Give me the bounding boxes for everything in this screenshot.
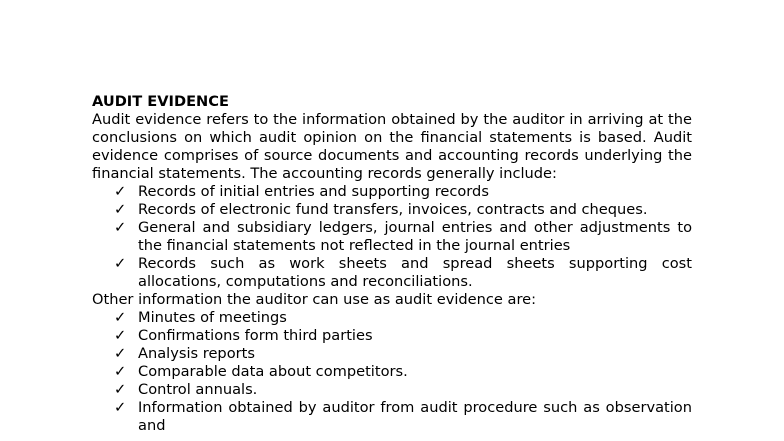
list-item: ✓ Records of electronic fund transfers, invoices, contracts and cheques. <box>114 201 648 218</box>
list-item: ✓ Control annuals. <box>114 381 258 398</box>
intro-paragraph: Audit evidence refers to the information obtained by the auditor in arriving at the conclusions on which audit opinion on the financial statements is based. Audit evidence comprises of source documents and accounting records underlying the financial statements. The accounting records generally include: <box>92 111 692 182</box>
checkmark-icon: ✓ <box>114 183 127 200</box>
checkmark-icon: ✓ <box>114 201 127 218</box>
checkmark-icon: ✓ <box>114 255 127 272</box>
other-info-paragraph: Other information the auditor can use as audit evidence are: <box>92 291 537 308</box>
list-item: ✓ Comparable data about competitors. <box>114 363 408 380</box>
document-content <box>92 93 692 435</box>
list-item: ✓ Records of initial entries and supporting records <box>114 183 489 200</box>
checkmark-icon: ✓ <box>114 363 127 380</box>
list-item: ✓ Confirmations form third parties <box>114 327 373 344</box>
list-item: ✓ Minutes of meetings <box>114 309 287 326</box>
checkmark-icon: ✓ <box>114 309 127 326</box>
checkmark-icon: ✓ <box>114 381 127 398</box>
other-evidence-list <box>92 309 692 435</box>
checkmark-icon: ✓ <box>114 399 127 416</box>
list-item: ✓ Information obtained by auditor from audit procedure such as observation and <box>114 399 692 434</box>
checkmark-icon: ✓ <box>114 219 127 236</box>
list-item: ✓ Records such as work sheets and spread sheets supporting cost allocations, computations and reconciliations. <box>114 255 692 290</box>
section-heading: AUDIT EVIDENCE <box>92 93 229 110</box>
list-item: ✓ Analysis reports <box>114 345 255 362</box>
checkmark-icon: ✓ <box>114 327 127 344</box>
list-item: ✓ General and subsidiary ledgers, journal entries and other adjustments to the financial statements not reflected in the journal entries <box>114 219 692 254</box>
checkmark-icon: ✓ <box>114 345 127 362</box>
accounting-records-list <box>92 183 692 291</box>
